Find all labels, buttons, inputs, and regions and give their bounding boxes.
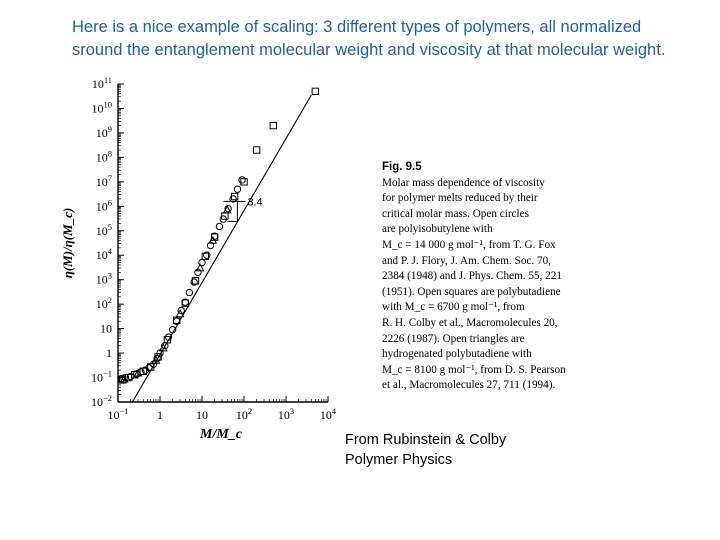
- y-tick-label: $10^{10}$: [91, 99, 112, 116]
- data-point-circle: [186, 289, 192, 295]
- data-point-circle: [216, 223, 222, 229]
- figure-caption-line: 2226 (1987). Open triangles are: [382, 332, 525, 345]
- figure-caption-line: are polyisobutylene with: [382, 223, 493, 236]
- figure-caption-line: (1951). Open squares are polybutadiene: [382, 285, 561, 298]
- figure-caption-body: [382, 176, 592, 394]
- figure-caption-line: and P. J. Flory, J. Am. Chem. Soc. 70,: [382, 254, 551, 267]
- x-tick-label: $10^2$: [235, 406, 253, 422]
- y-tick-label: $10^{-2}$: [90, 393, 112, 409]
- figure-caption-label: Fig. 9.5: [382, 161, 422, 173]
- source-credit: [345, 430, 506, 470]
- data-point-circle: [234, 186, 240, 192]
- y-tick-label: $10^{-1}$: [90, 368, 112, 385]
- y-tick-label: $10^2$: [95, 295, 112, 312]
- source-credit-line-2: Polymer Physics: [345, 452, 453, 468]
- y-tick-label: $10^3$: [95, 270, 112, 287]
- data-point-circle: [239, 177, 245, 183]
- y-tick-label: $10^6$: [95, 197, 112, 214]
- y-tick-label: $10^{11}$: [91, 75, 112, 91]
- figure-caption-line: critical molar mass. Open circles: [382, 207, 529, 220]
- figure-caption-line: M_c = 14 000 g mol⁻¹, from T. G. Fox: [382, 238, 556, 251]
- figure-caption-line: with M_c = 6700 g mol⁻¹, from: [382, 301, 525, 314]
- y-tick-label: $10^8$: [95, 148, 112, 165]
- x-tick-label: $10^{-1}$: [107, 406, 129, 422]
- figure-caption-line: hydrogenated polybutadiene with: [382, 348, 532, 361]
- data-point-square: [312, 88, 318, 94]
- data-point-square: [253, 147, 259, 153]
- y-tick-label: $10^9$: [95, 123, 112, 140]
- figure-caption-line: et al., Macromolecules 27, 711 (1994).: [382, 379, 556, 392]
- figure-caption-line: 2384 (1948) and J. Phys. Chem. 55, 221: [382, 270, 562, 283]
- data-point-circle: [195, 269, 201, 275]
- data-point-square: [270, 122, 276, 128]
- y-tick-label: $10^5$: [95, 221, 112, 238]
- x-tick-label: $10^4$: [319, 406, 337, 422]
- y-axis-label: η(M)/η(M_c): [60, 207, 75, 279]
- y-tick-label: 10: [100, 321, 112, 336]
- y-tick-label: $10^4$: [95, 246, 112, 263]
- slope-annotation: 3.4: [247, 196, 263, 209]
- y-tick-label: $10^7$: [95, 172, 112, 189]
- x-tick-label: 10: [196, 408, 208, 422]
- source-credit-line-1: From Rubinstein & Colby: [345, 432, 507, 448]
- figure-caption-line: for polymer melts reduced by their: [382, 192, 538, 205]
- x-tick-label: 1: [157, 408, 163, 422]
- headline-line-2: sround the entanglement molecular weight and viscosity at that molecular weight.: [72, 41, 666, 59]
- figure-caption-line: M_c = 8100 g mol⁻¹, from D. S. Pearson: [382, 363, 566, 376]
- x-tick-label: $10^3$: [277, 406, 295, 422]
- headline-line-1: Here is a nice example of scaling: 3 different types of polymers, all normalized: [72, 18, 642, 36]
- figure-caption-line: Molar mass dependence of viscosity: [382, 176, 545, 189]
- y-tick-label: 1: [106, 346, 112, 361]
- figure-caption: [382, 160, 592, 394]
- figure-caption-line: R. H. Colby et al., Macromolecules 20,: [382, 316, 558, 329]
- x-axis-label: M/M_c: [200, 427, 242, 442]
